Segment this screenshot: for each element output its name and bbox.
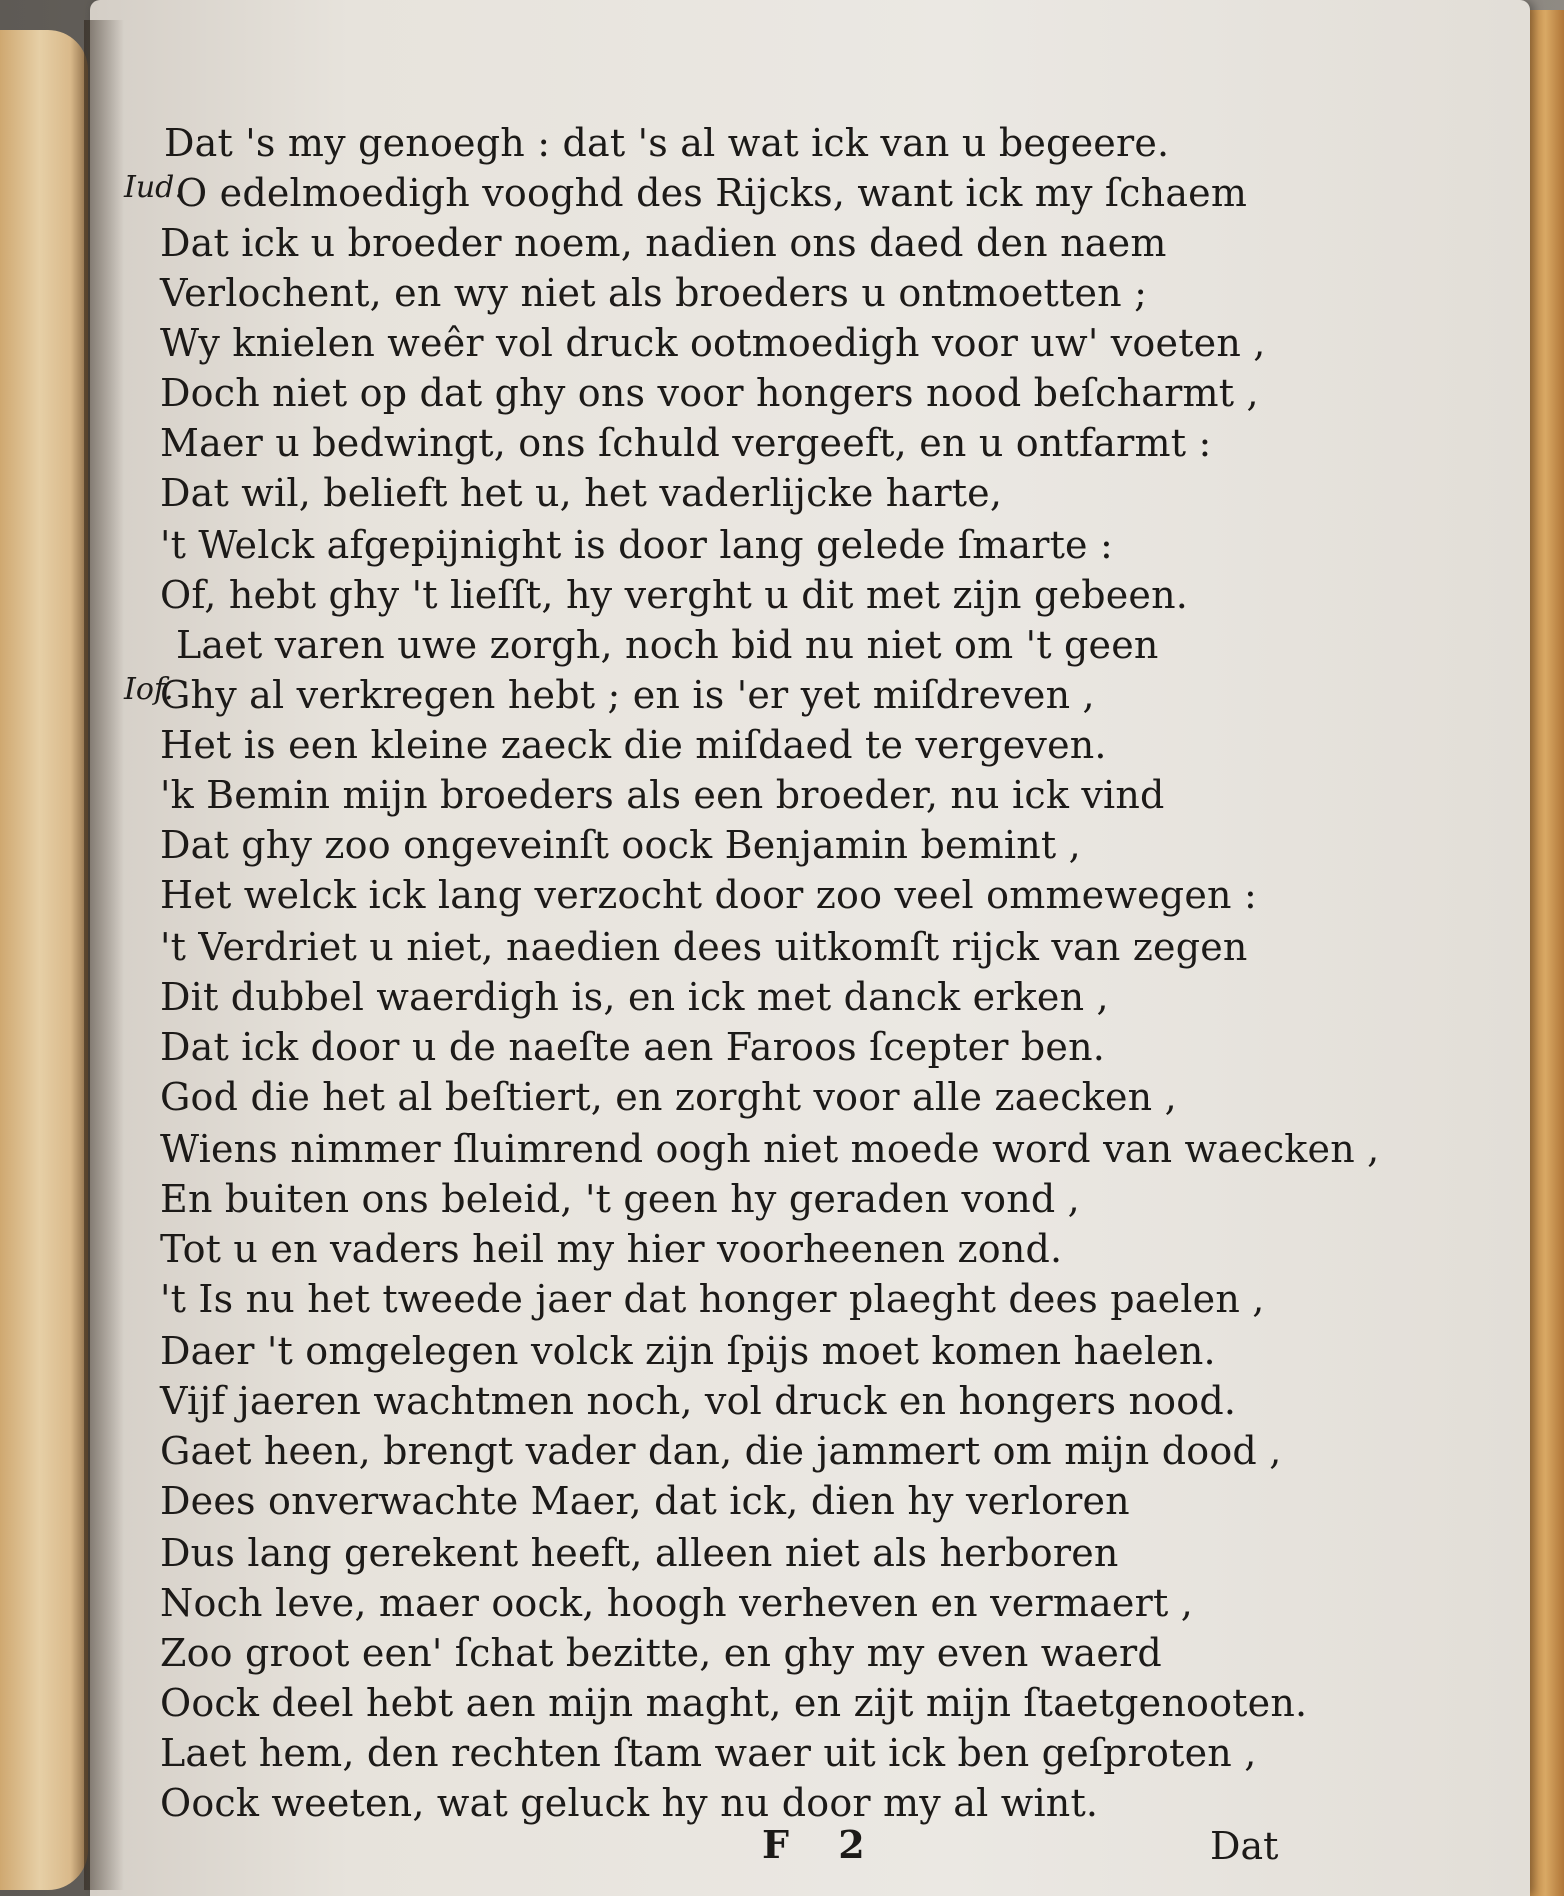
verse-line: Dees onverwachte Maer, dat ick, dien hy verloren	[160, 1479, 1130, 1523]
verse-line: Tot u en vaders heil my hier voorheenen zond.	[160, 1227, 1063, 1271]
verse-line: Wiens nimmer ſluimrend oogh niet moede word van waecken ,	[160, 1127, 1380, 1171]
verse-line: Daer 't omgelegen volck zijn ſpijs moet komen haelen.	[160, 1329, 1216, 1373]
verse-line: Dit dubbel waerdigh is, en ick met danck erken ,	[160, 975, 1109, 1019]
speaker-label-jud: Iud.	[124, 170, 184, 205]
verse-line: Zoo groot een' ſchat bezitte, en ghy my even waerd	[160, 1631, 1162, 1675]
speaker-label-jos: Iof.	[124, 672, 174, 707]
verse-line: 't Verdriet u niet, naedien dees uitkomſt rijck van zegen	[160, 925, 1248, 969]
verse-line: 't Welck afgepijnight is door lang gelede ſmarte :	[160, 523, 1114, 567]
catchword: Dat	[1210, 1824, 1279, 1868]
verse-line: Het welck ick lang verzocht door zoo veel ommewegen :	[160, 873, 1257, 917]
verse-line: 't Is nu het tweede jaer dat honger plaeght dees paelen ,	[160, 1277, 1265, 1321]
signature-mark: F 2	[762, 1822, 883, 1867]
verse-line: Het is een kleine zaeck die miſdaed te vergeven.	[160, 723, 1107, 767]
verse-line: Wy knielen weêr vol druck ootmoedigh voor uw' voeten ,	[160, 321, 1266, 365]
verse-line: Maer u bedwingt, ons ſchuld vergeeft, en u ontfarmt :	[160, 421, 1212, 465]
verse-line: Doch niet op dat ghy ons voor hongers nood beſcharmt ,	[160, 371, 1259, 415]
verse-line: Ghy al verkregen hebt ; en is 'er yet miſdreven ,	[160, 673, 1095, 717]
verse-line: Laet hem, den rechten ſtam waer uit ick ben geſproten ,	[160, 1731, 1257, 1775]
verse-line: Vijf jaeren wachtmen noch, vol druck en hongers nood.	[160, 1379, 1237, 1423]
verse-line: Of, hebt ghy 't lieſſt, hy verght u dit met zijn gebeen.	[160, 573, 1189, 617]
verse-line: En buiten ons beleid, 't geen hy geraden vond ,	[160, 1177, 1080, 1221]
verse-line: Verlochent, en wy niet als broeders u ontmoetten ;	[160, 271, 1148, 315]
verse-line: Gaet heen, brengt vader dan, die jammert om mijn dood ,	[160, 1429, 1282, 1473]
verse-line: Dat 's my genoegh : dat 's al wat ick van u begeere.	[164, 121, 1170, 165]
verse-line: Oock deel hebt aen mijn maght, en zijt mijn ſtaetgenooten.	[160, 1681, 1308, 1725]
verse-line: Laet varen uwe zorgh, noch bid nu niet om 't geen	[176, 623, 1159, 667]
verse-line: Dat ghy zoo ongeveinſt oock Benjamin bemint ,	[160, 823, 1081, 867]
verse-line: O edelmoedigh vooghd des Rijcks, want ick my ſchaem	[176, 171, 1248, 215]
verse-line: Dus lang gerekent heeft, alleen niet als herboren	[160, 1531, 1119, 1575]
verse-line: Dat ick door u de naeſte aen Faroos ſcepter ben.	[160, 1025, 1106, 1069]
verse-line: Dat ick u broeder noem, nadien ons daed den naem	[160, 221, 1167, 265]
verse-line: 'k Bemin mijn broeders als een broeder, nu ick vind	[160, 773, 1165, 817]
verse-line: Noch leve, maer oock, hoogh verheven en vermaert ,	[160, 1581, 1193, 1625]
verse-line: Dat wil, belieft het u, het vaderlijcke harte,	[160, 471, 1003, 515]
verse-line: God die het al beſtiert, en zorght voor alle zaecken ,	[160, 1075, 1177, 1119]
verse-line: Oock weeten, wat geluck hy nu door my al wint.	[160, 1781, 1099, 1825]
